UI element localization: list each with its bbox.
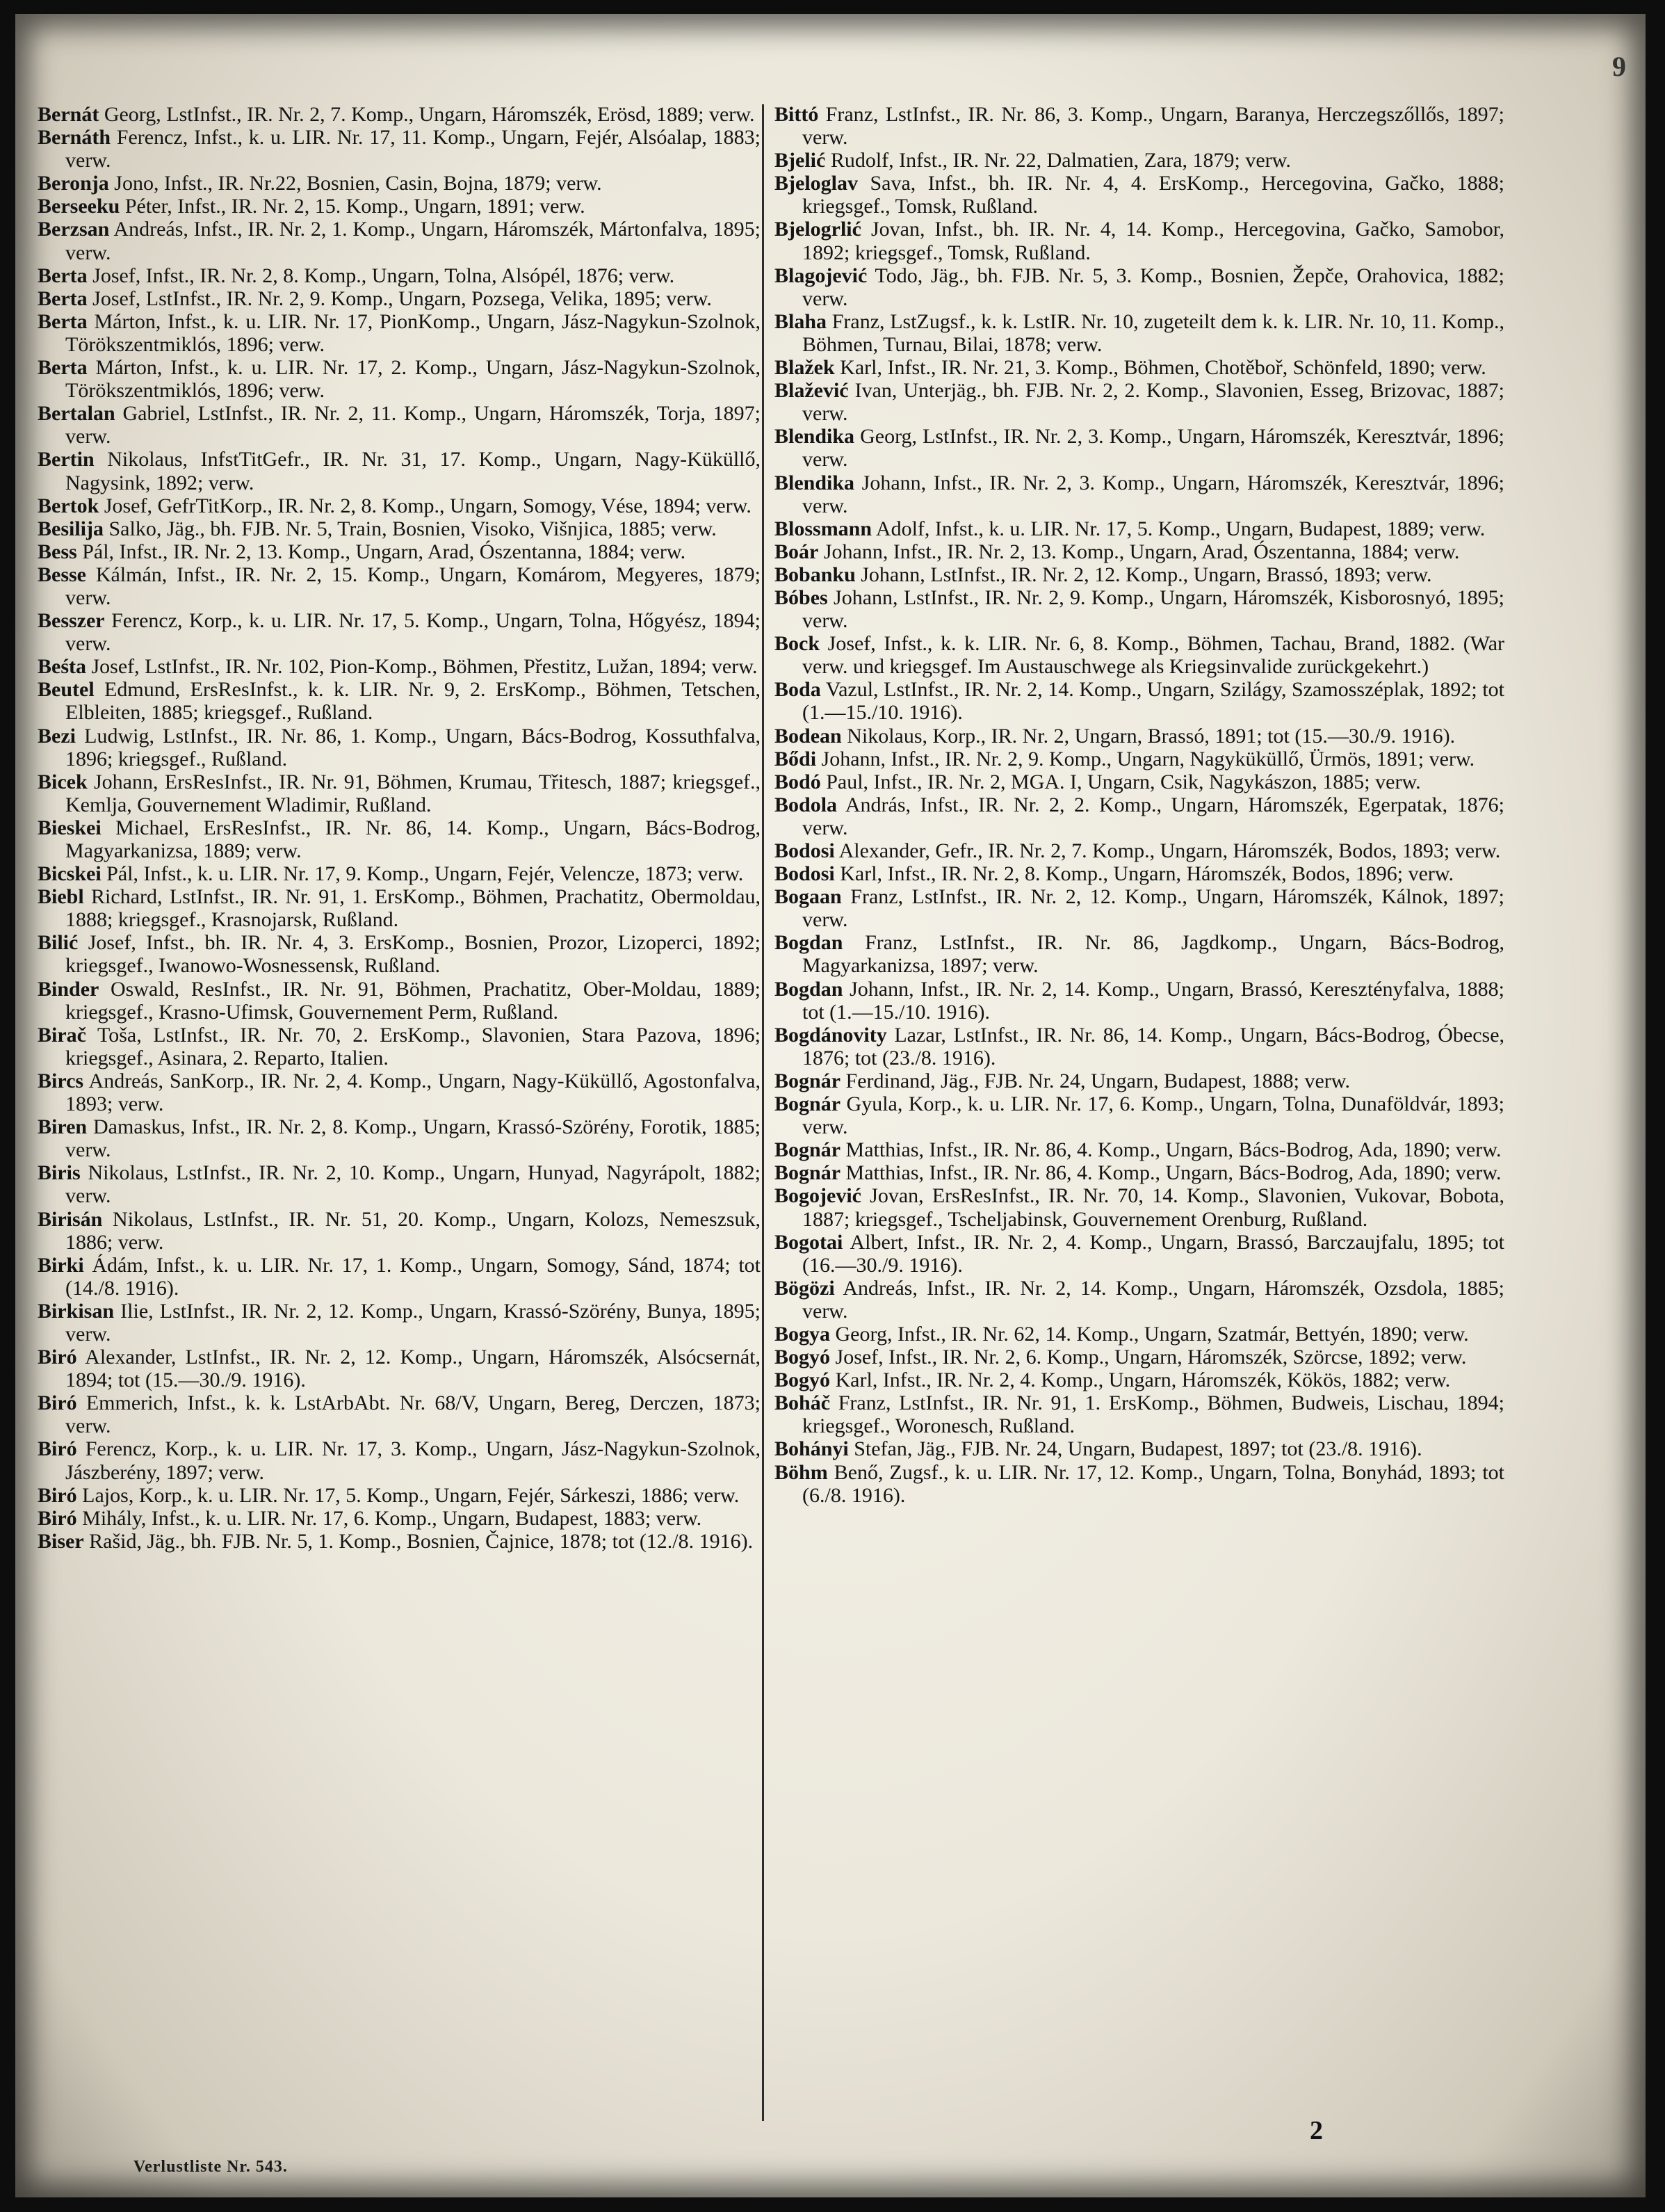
entry-surname: Bődi bbox=[774, 747, 817, 770]
list-entry bbox=[774, 1024, 1504, 1069]
entry-surname: Berzsan bbox=[38, 218, 110, 241]
list-entry bbox=[774, 793, 1504, 839]
list-entry bbox=[38, 1024, 761, 1069]
entry-surname: Bieskei bbox=[38, 816, 101, 839]
list-entry bbox=[774, 425, 1504, 471]
entry-details: Gabriel, LstInfst., IR. Nr. 2, 11. Komp., Ungarn, Háromszék, Torja, 1897; verw. bbox=[65, 402, 761, 449]
entry-details: Johann, LstInfst., IR. Nr. 2, 9. Komp., Ungarn, Háromszék, Kisborosnyó, 1895; verw. bbox=[802, 586, 1504, 633]
entry-surname: Blossmann bbox=[774, 517, 872, 540]
entry-details: Alexander, LstInfst., IR. Nr. 2, 12. Komp., Ungarn, Háromszék, Alsócsernát, 1894; tot (15.—30./9. 1916). bbox=[65, 1346, 761, 1392]
entry-details: Georg, LstInfst., IR. Nr. 2, 3. Komp., Ungarn, Háromszék, Keresztvár, 1896; verw. bbox=[802, 425, 1505, 471]
list-entry bbox=[38, 218, 761, 264]
entry-details: Nikolaus, InfstTitGefr., IR. Nr. 31, 17. Komp., Ungarn, Nagy-Küküllő, Nagysink, 1892; verw. bbox=[65, 448, 761, 494]
list-entry bbox=[774, 586, 1504, 632]
list-entry bbox=[774, 839, 1504, 862]
entry-surname: Bicskei bbox=[38, 862, 101, 886]
entry-surname: Bjelogrlić bbox=[774, 218, 861, 241]
entry-details: Franz, LstInfst., IR. Nr. 86, 3. Komp., Ungarn, Baranya, Herczegszőllős, 1897; verw. bbox=[802, 103, 1505, 150]
list-entry bbox=[38, 1484, 761, 1507]
entry-details: Johann, Infst., IR. Nr. 2, 3. Komp., Ungarn, Háromszék, Keresztvár, 1896; verw. bbox=[802, 471, 1504, 517]
entry-surname: Birkisan bbox=[38, 1299, 115, 1323]
entry-surname: Biró bbox=[38, 1437, 77, 1461]
entry-details: Lajos, Korp., k. u. LIR. Nr. 17, 5. Komp., Ungarn, Fejér, Sárkeszi, 1886; verw. bbox=[82, 1483, 740, 1507]
list-entry bbox=[38, 978, 761, 1024]
entry-surname: Besszer bbox=[38, 609, 105, 633]
list-entry bbox=[38, 1437, 761, 1483]
entry-surname: Bohányi bbox=[774, 1437, 849, 1461]
right-column bbox=[774, 103, 1504, 1507]
entry-details: Toša, LstInfst., IR. Nr. 70, 2. ErsKomp., Slavonien, Stara Pazova, 1896; kriegsgef., Asinara, 2. Reparto, Italien. bbox=[65, 1023, 761, 1069]
entry-surname: Bobanku bbox=[774, 563, 856, 586]
list-entry bbox=[774, 1138, 1504, 1161]
list-entry bbox=[38, 1069, 761, 1115]
entry-details: Mihály, Infst., k. u. LIR. Nr. 17, 6. Komp., Ungarn, Budapest, 1883; verw. bbox=[82, 1506, 702, 1530]
entry-surname: Besilija bbox=[38, 517, 104, 540]
list-entry bbox=[38, 1161, 761, 1207]
list-entry bbox=[774, 379, 1504, 425]
entry-details: Adolf, Infst., k. u. LIR. Nr. 17, 5. Komp., Ungarn, Budapest, 1889; verw. bbox=[875, 517, 1486, 540]
entry-surname: Bertok bbox=[38, 494, 99, 517]
entry-surname: Berta bbox=[38, 286, 88, 310]
entry-details: Edmund, ErsResInfst., k. k. LIR. Nr. 9, 2. ErsKomp., Böhmen, Tetschen, Elbleiten, 1885; kriegsgef., Rußland. bbox=[65, 678, 761, 725]
entry-details: Lazar, LstInfst., IR. Nr. 86, 14. Komp., Ungarn, Bács-Bodrog, Óbecse, 1876; tot (23./8. 1916). bbox=[802, 1023, 1505, 1069]
entry-details: Matthias, Infst., IR. Nr. 86, 4. Komp., Ungarn, Bács-Bodrog, Ada, 1890; verw. bbox=[845, 1161, 1502, 1185]
entry-details: Karl, Infst., IR. Nr. 2, 8. Komp., Ungarn, Háromszék, Bodos, 1896; verw. bbox=[840, 862, 1454, 886]
list-entry bbox=[38, 517, 761, 540]
left-column bbox=[38, 103, 761, 1553]
entry-details: Emmerich, Infst., k. k. LstArbAbt. Nr. 68/V, Ungarn, Bereg, Derczen, 1873; verw. bbox=[65, 1391, 761, 1438]
entry-details: Georg, LstInfst., IR. Nr. 2, 7. Komp., Ungarn, Háromszék, Erösd, 1889; verw. bbox=[104, 103, 755, 126]
entry-surname: Bodó bbox=[774, 770, 821, 793]
entry-details: Johann, Infst., IR. Nr. 2, 14. Komp., Ungarn, Brassó, Keresztényfalva, 1888; tot (1.—15./10. 1916). bbox=[802, 977, 1505, 1024]
entry-surname: Biser bbox=[38, 1529, 84, 1553]
list-entry bbox=[38, 816, 761, 862]
entry-details: Johann, LstInfst., IR. Nr. 2, 12. Komp., Ungarn, Brassó, 1893; verw. bbox=[861, 563, 1432, 586]
list-entry bbox=[38, 862, 761, 885]
entry-details: Péter, Infst., IR. Nr. 2, 15. Komp., Ungarn, 1891; verw. bbox=[124, 195, 585, 218]
entry-surname: Biró bbox=[38, 1483, 77, 1507]
list-entry bbox=[774, 1069, 1504, 1092]
list-entry bbox=[774, 885, 1504, 931]
entry-details: Oswald, ResInfst., IR. Nr. 91, Böhmen, Prachatitz, Ober-Moldau, 1889; kriegsgef., Krasno-Ufimsk, Gouvernement Perm, Rußland. bbox=[65, 977, 761, 1024]
page-number: 9 bbox=[1612, 51, 1626, 82]
list-entry bbox=[38, 448, 761, 494]
entry-details: Josef, Infst., k. k. LIR. Nr. 6, 8. Komp., Böhmen, Tachau, Brand, 1882. (War verw. und kriegsgef. Im Austauschwege als Kriegsinvalide zurückgekehrt.) bbox=[802, 632, 1504, 679]
list-entry bbox=[38, 264, 761, 287]
list-entry bbox=[774, 471, 1504, 517]
entry-surname: Blendika bbox=[774, 425, 855, 449]
entry-details: Richard, LstInfst., IR. Nr. 91, 1. ErsKomp., Böhmen, Prachatitz, Obermoldau, 1888; kriegsgef., Krasnojarsk, Rußland. bbox=[65, 885, 761, 932]
list-entry bbox=[38, 1208, 761, 1254]
list-entry bbox=[38, 678, 761, 724]
entry-details: Pál, Infst., IR. Nr. 2, 13. Komp., Ungarn, Arad, Ószentanna, 1884; verw. bbox=[82, 540, 686, 563]
entry-surname: Biris bbox=[38, 1161, 81, 1185]
list-entry bbox=[774, 356, 1504, 379]
entry-details: Ferencz, Korp., k. u. LIR. Nr. 17, 3. Komp., Ungarn, Jász-Nagykun-Szolnok, Jászberény, 1897; verw. bbox=[65, 1437, 761, 1484]
entry-details: Ivan, Unterjäg., bh. FJB. Nr. 2, 2. Komp., Slavonien, Esseg, Brizovac, 1887; verw. bbox=[802, 379, 1504, 426]
list-entry bbox=[38, 1254, 761, 1300]
entry-details: Franz, LstZugsf., k. k. LstIR. Nr. 10, zugeteilt dem k. k. LIR. Nr. 10, 11. Komp., Böhmen, Turnau, Bilai, 1878; verw. bbox=[802, 309, 1504, 356]
entry-surname: Berta bbox=[38, 309, 88, 333]
entry-surname: Besse bbox=[38, 563, 86, 586]
entry-details: Franz, LstInfst., IR. Nr. 91, 1. ErsKomp., Böhmen, Budweis, Lischau, 1894; kriegsgef., Woronesch, Rußland. bbox=[802, 1391, 1504, 1438]
list-entry bbox=[38, 1530, 761, 1553]
entry-surname: Beronja bbox=[38, 172, 109, 195]
list-entry bbox=[774, 172, 1504, 218]
list-entry bbox=[774, 517, 1504, 540]
list-entry bbox=[38, 725, 761, 770]
entry-details: Salko, Jäg., bh. FJB. Nr. 5, Train, Bosnien, Visoko, Višnjica, 1885; verw. bbox=[108, 517, 717, 540]
entry-surname: Birki bbox=[38, 1253, 84, 1277]
signature-mark: 2 bbox=[1310, 2116, 1323, 2145]
entry-surname: Boár bbox=[774, 540, 819, 563]
entry-surname: Boháč bbox=[774, 1391, 831, 1415]
entry-details: Georg, Infst., IR. Nr. 62, 14. Komp., Ungarn, Szatmár, Bettyén, 1890; verw. bbox=[835, 1322, 1469, 1346]
list-entry bbox=[774, 218, 1504, 264]
entry-surname: Birisán bbox=[38, 1207, 103, 1231]
entry-details: Johann, Infst., IR. Nr. 2, 9. Komp., Ungarn, Nagyküküllő, Ürmös, 1891; verw. bbox=[821, 747, 1475, 770]
entry-surname: Bodean bbox=[774, 724, 842, 748]
entry-surname: Bognár bbox=[774, 1161, 841, 1185]
footer-note: Verlustliste Nr. 543. bbox=[133, 2158, 288, 2176]
entry-surname: Bodosi bbox=[774, 839, 835, 862]
list-entry bbox=[38, 563, 761, 609]
list-entry bbox=[774, 1346, 1504, 1369]
entry-details: Jono, Infst., IR. Nr.22, Bosnien, Casin, Bojna, 1879; verw. bbox=[114, 172, 602, 195]
entry-details: Karl, Infst., IR. Nr. 21, 3. Komp., Böhmen, Chotěboř, Schönfeld, 1890; verw. bbox=[840, 356, 1486, 380]
list-entry bbox=[774, 1369, 1504, 1391]
document-page bbox=[15, 14, 1646, 2197]
entry-details: Stefan, Jäg., FJB. Nr. 24, Ungarn, Budapest, 1897; tot (23./8. 1916). bbox=[854, 1437, 1422, 1461]
entry-details: Albert, Infst., IR. Nr. 2, 4. Komp., Ungarn, Brassó, Barczaujfalu, 1895; tot (16.—30./9. 1916). bbox=[802, 1230, 1504, 1277]
entry-surname: Beśta bbox=[38, 655, 86, 679]
entry-surname: Bertin bbox=[38, 448, 95, 471]
list-entry bbox=[38, 356, 761, 402]
entry-surname: Bilić bbox=[38, 931, 79, 955]
entry-surname: Berta bbox=[38, 356, 88, 380]
entry-surname: Bogdan bbox=[774, 931, 843, 955]
column-divider bbox=[762, 104, 764, 2121]
entry-details: Michael, ErsResInfst., IR. Nr. 86, 14. Komp., Ungarn, Bács-Bodrog, Magyarkanizsa, 1889; verw. bbox=[65, 816, 761, 862]
list-entry bbox=[774, 1277, 1504, 1323]
entry-surname: Boda bbox=[774, 678, 821, 702]
list-entry bbox=[38, 540, 761, 563]
list-entry bbox=[38, 1391, 761, 1437]
entry-surname: Bess bbox=[38, 540, 77, 563]
entry-details: Márton, Infst., k. u. LIR. Nr. 17, 2. Komp., Ungarn, Jász-Nagykun-Szolnok, Törökszentmiklós, 1896; verw. bbox=[65, 356, 761, 403]
list-entry bbox=[38, 1115, 761, 1161]
list-entry bbox=[774, 678, 1504, 724]
list-entry bbox=[38, 931, 761, 977]
entry-details: Nikolaus, LstInfst., IR. Nr. 51, 20. Komp., Ungarn, Kolozs, Nemeszsuk, 1886; verw. bbox=[65, 1207, 761, 1254]
entry-surname: Bogaan bbox=[774, 885, 842, 909]
list-entry bbox=[774, 1323, 1504, 1346]
list-entry bbox=[774, 770, 1504, 793]
entry-surname: Biren bbox=[38, 1115, 88, 1139]
entry-details: Josef, GefrTitKorp., IR. Nr. 2, 8. Komp., Ungarn, Somogy, Vése, 1894; verw. bbox=[104, 494, 752, 517]
entry-surname: Binder bbox=[38, 977, 99, 1001]
entry-surname: Bezi bbox=[38, 724, 76, 748]
entry-surname: Bogdánovity bbox=[774, 1023, 887, 1047]
entry-details: Ádám, Infst., k. u. LIR. Nr. 17, 1. Komp., Ungarn, Somogy, Sánd, 1874; tot (14./8. 1916). bbox=[65, 1253, 761, 1300]
entry-surname: Bognár bbox=[774, 1092, 841, 1116]
list-entry bbox=[38, 195, 761, 218]
entry-details: András, Infst., IR. Nr. 2, 2. Komp., Ungarn, Háromszék, Egerpatak, 1876; verw. bbox=[802, 793, 1504, 839]
entry-details: Josef, LstInfst., IR. Nr. 2, 9. Komp., Ungarn, Pozsega, Velika, 1895; verw. bbox=[92, 286, 712, 310]
entry-details: Paul, Infst., IR. Nr. 2, MGA. I, Ungarn, Csik, Nagykászon, 1885; verw. bbox=[826, 770, 1421, 793]
list-entry bbox=[774, 264, 1504, 310]
list-entry bbox=[38, 402, 761, 448]
entry-surname: Bodola bbox=[774, 793, 838, 816]
entry-surname: Bjelić bbox=[774, 149, 826, 172]
entry-details: Nikolaus, Korp., IR. Nr. 2, Ungarn, Brassó, 1891; tot (15.—30./9. 1916). bbox=[847, 724, 1456, 748]
entry-details: Rašid, Jäg., bh. FJB. Nr. 5, 1. Komp., Bosnien, Čajnice, 1878; tot (12./8. 1916). bbox=[89, 1529, 754, 1553]
list-entry bbox=[774, 748, 1504, 770]
entry-surname: Biró bbox=[38, 1506, 77, 1530]
entry-surname: Biró bbox=[38, 1346, 77, 1369]
list-entry bbox=[38, 885, 761, 931]
entry-surname: Bögözi bbox=[774, 1276, 835, 1300]
list-entry bbox=[38, 310, 761, 356]
entry-surname: Berseeku bbox=[38, 195, 120, 218]
entry-details: Benő, Zugsf., k. u. LIR. Nr. 17, 12. Komp., Ungarn, Tolna, Bonyhád, 1893; tot (6./8. 1916). bbox=[802, 1460, 1505, 1507]
list-entry bbox=[774, 1092, 1504, 1138]
entry-surname: Blažević bbox=[774, 379, 849, 403]
entry-surname: Bóbes bbox=[774, 586, 828, 609]
entry-surname: Blažek bbox=[774, 356, 835, 380]
entry-details: Andreás, SanKorp., IR. Nr. 2, 4. Komp., Ungarn, Nagy-Küküllő, Agostonfalva, 1893; verw. bbox=[65, 1069, 761, 1116]
entry-details: Jovan, ErsResInfst., IR. Nr. 70, 14. Komp., Slavonien, Vukovar, Bobota, 1887; kriegsgef., Tscheljabinsk, Gouvernement Orenburg, Rußland. bbox=[802, 1184, 1504, 1231]
entry-surname: Bogotai bbox=[774, 1230, 843, 1254]
list-entry bbox=[774, 632, 1504, 678]
entry-details: Ferencz, Infst., k. u. LIR. Nr. 17, 11. Komp., Ungarn, Fejér, Alsóalap, 1883; verw. bbox=[65, 126, 761, 172]
entry-details: Andreás, Infst., IR. Nr. 2, 1. Komp., Ungarn, Háromszék, Mártonfalva, 1895; verw. bbox=[65, 218, 761, 264]
entry-details: Johann, Infst., IR. Nr. 2, 13. Komp., Ungarn, Arad, Ószentanna, 1884; verw. bbox=[823, 540, 1460, 563]
entry-details: Josef, Infst., IR. Nr. 2, 8. Komp., Ungarn, Tolna, Alsópél, 1876; verw. bbox=[92, 264, 675, 287]
list-entry bbox=[38, 770, 761, 816]
list-entry bbox=[774, 978, 1504, 1024]
entry-surname: Bogojević bbox=[774, 1184, 861, 1208]
entry-details: Sava, Infst., bh. IR. Nr. 4, 4. ErsKomp., Hercegovina, Gačko, 1888; kriegsgef., Tomsk, Rußland. bbox=[802, 172, 1504, 218]
list-entry bbox=[774, 1161, 1504, 1184]
entry-details: Franz, LstInfst., IR. Nr. 86, Jagdkomp., Ungarn, Bács-Bodrog, Magyarkanizsa, 1897; verw. bbox=[802, 931, 1504, 978]
list-entry bbox=[38, 1346, 761, 1391]
entry-surname: Bognár bbox=[774, 1138, 841, 1162]
entry-details: Todo, Jäg., bh. FJB. Nr. 5, 3. Komp., Bosnien, Žepče, Orahovica, 1882; verw. bbox=[802, 264, 1504, 310]
entry-details: Kálmán, Infst., IR. Nr. 2, 15. Komp., Ungarn, Komárom, Megyeres, 1879; verw. bbox=[65, 563, 761, 609]
list-entry bbox=[774, 1231, 1504, 1277]
list-entry bbox=[774, 725, 1504, 748]
entry-details: Márton, Infst., k. u. LIR. Nr. 17, PionKomp., Ungarn, Jász-Nagykun-Szolnok, Törökszentmiklós, 1896; verw. bbox=[65, 309, 761, 356]
entry-surname: Biebl bbox=[38, 885, 84, 909]
entry-surname: Bodosi bbox=[774, 862, 835, 886]
entry-surname: Blendika bbox=[774, 471, 855, 494]
list-entry bbox=[38, 287, 761, 310]
entry-surname: Biró bbox=[38, 1391, 77, 1415]
entry-surname: Böhm bbox=[774, 1460, 828, 1484]
entry-surname: Bognár bbox=[774, 1069, 841, 1092]
entry-details: Alexander, Gefr., IR. Nr. 2, 7. Komp., Ungarn, Háromszék, Bodos, 1893; verw. bbox=[838, 839, 1501, 862]
entry-surname: Bogya bbox=[774, 1322, 831, 1346]
entry-surname: Bicek bbox=[38, 770, 88, 793]
list-entry bbox=[774, 1391, 1504, 1437]
list-entry bbox=[38, 103, 761, 126]
entry-details: Andreás, Infst., IR. Nr. 2, 14. Komp., Ungarn, Háromszék, Ozsdola, 1885; verw. bbox=[802, 1276, 1504, 1323]
entry-details: Gyula, Korp., k. u. LIR. Nr. 17, 6. Komp., Ungarn, Tolna, Dunaföldvár, 1893; verw. bbox=[802, 1092, 1504, 1139]
entry-details: Damaskus, Infst., IR. Nr. 2, 8. Komp., Ungarn, Krassó-Szörény, Forotik, 1885; verw. bbox=[65, 1115, 761, 1162]
list-entry bbox=[774, 563, 1504, 586]
list-entry bbox=[774, 540, 1504, 563]
entry-details: Josef, LstInfst., IR. Nr. 102, Pion-Komp., Böhmen, Přestitz, Lužan, 1894; verw. bbox=[91, 655, 758, 679]
entry-details: Vazul, LstInfst., IR. Nr. 2, 14. Komp., Ungarn, Szilágy, Szamosszéplak, 1892; tot (1.—15./10. 1916). bbox=[802, 678, 1504, 725]
entry-details: Jovan, Infst., bh. IR. Nr. 4, 14. Komp., Hercegovina, Gačko, Samobor, 1892; kriegsgef., Tomsk, Rußland. bbox=[802, 218, 1505, 264]
entry-details: Rudolf, Infst., IR. Nr. 22, Dalmatien, Zara, 1879; verw. bbox=[830, 149, 1291, 172]
list-entry bbox=[38, 494, 761, 517]
entry-surname: Blaha bbox=[774, 309, 827, 333]
list-entry bbox=[38, 126, 761, 172]
entry-surname: Bogdan bbox=[774, 977, 843, 1001]
entry-details: Nikolaus, LstInfst., IR. Nr. 2, 10. Komp., Ungarn, Hunyad, Nagyrápolt, 1882; verw. bbox=[65, 1161, 761, 1208]
list-entry bbox=[774, 1184, 1504, 1230]
entry-surname: Bernát bbox=[38, 103, 99, 126]
list-entry bbox=[38, 1507, 761, 1530]
entry-details: Josef, Infst., bh. IR. Nr. 4, 3. ErsKomp., Bosnien, Prozor, Lizoperci, 1892; kriegsgef., Iwanowo-Wosnessensk, Rußland. bbox=[65, 931, 761, 978]
entry-surname: Birač bbox=[38, 1023, 86, 1047]
entry-surname: Bircs bbox=[38, 1069, 84, 1092]
entry-surname: Bogyó bbox=[774, 1346, 831, 1369]
entry-details: Karl, Infst., IR. Nr. 2, 4. Komp., Ungarn, Háromszék, Kökös, 1882; verw. bbox=[835, 1369, 1451, 1392]
entry-details: Ferencz, Korp., k. u. LIR. Nr. 17, 5. Komp., Ungarn, Tolna, Hőgyész, 1894; verw. bbox=[65, 609, 761, 656]
entry-surname: Bogyó bbox=[774, 1369, 831, 1392]
list-entry bbox=[774, 149, 1504, 172]
entry-details: Ludwig, LstInfst., IR. Nr. 86, 1. Komp., Ungarn, Bács-Bodrog, Kossuthfalva, 1896; kriegsgef., Rußland. bbox=[65, 724, 761, 770]
list-entry bbox=[38, 609, 761, 655]
entry-surname: Bock bbox=[774, 632, 820, 656]
entry-details: Johann, ErsResInfst., IR. Nr. 91, Böhmen, Krumau, Třitesch, 1887; kriegsgef., Kemlja, Gouvernement Wladimir, Rußland. bbox=[65, 770, 761, 816]
list-entry bbox=[38, 655, 761, 678]
list-entry bbox=[38, 1300, 761, 1346]
entry-details: Pál, Infst., k. u. LIR. Nr. 17, 9. Komp., Ungarn, Fejér, Velencze, 1873; verw. bbox=[106, 862, 744, 886]
entry-details: Franz, LstInfst., IR. Nr. 2, 12. Komp., Ungarn, Háromszék, Kálnok, 1897; verw. bbox=[802, 885, 1504, 932]
list-entry bbox=[774, 310, 1504, 356]
entry-surname: Blagojević bbox=[774, 264, 868, 287]
entry-details: Ilie, LstInfst., IR. Nr. 2, 12. Komp., Ungarn, Krassó-Szörény, Bunya, 1895; verw. bbox=[65, 1299, 761, 1346]
list-entry bbox=[774, 931, 1504, 977]
entry-surname: Bertalan bbox=[38, 402, 115, 426]
entry-details: Ferdinand, Jäg., FJB. Nr. 24, Ungarn, Budapest, 1888; verw. bbox=[845, 1069, 1350, 1092]
list-entry bbox=[38, 172, 761, 195]
list-entry bbox=[774, 862, 1504, 885]
list-entry bbox=[774, 1461, 1504, 1507]
entry-surname: Bittó bbox=[774, 103, 819, 126]
entry-surname: Bjeloglav bbox=[774, 172, 858, 195]
entry-surname: Bernáth bbox=[38, 126, 111, 150]
entry-surname: Beutel bbox=[38, 678, 95, 702]
entry-details: Josef, Infst., IR. Nr. 2, 6. Komp., Ungarn, Háromszék, Szörcse, 1892; verw. bbox=[835, 1346, 1467, 1369]
list-entry bbox=[774, 103, 1504, 149]
entry-details: Matthias, Infst., IR. Nr. 86, 4. Komp., Ungarn, Bács-Bodrog, Ada, 1890; verw. bbox=[845, 1138, 1502, 1162]
list-entry bbox=[774, 1437, 1504, 1460]
entry-surname: Berta bbox=[38, 264, 88, 287]
